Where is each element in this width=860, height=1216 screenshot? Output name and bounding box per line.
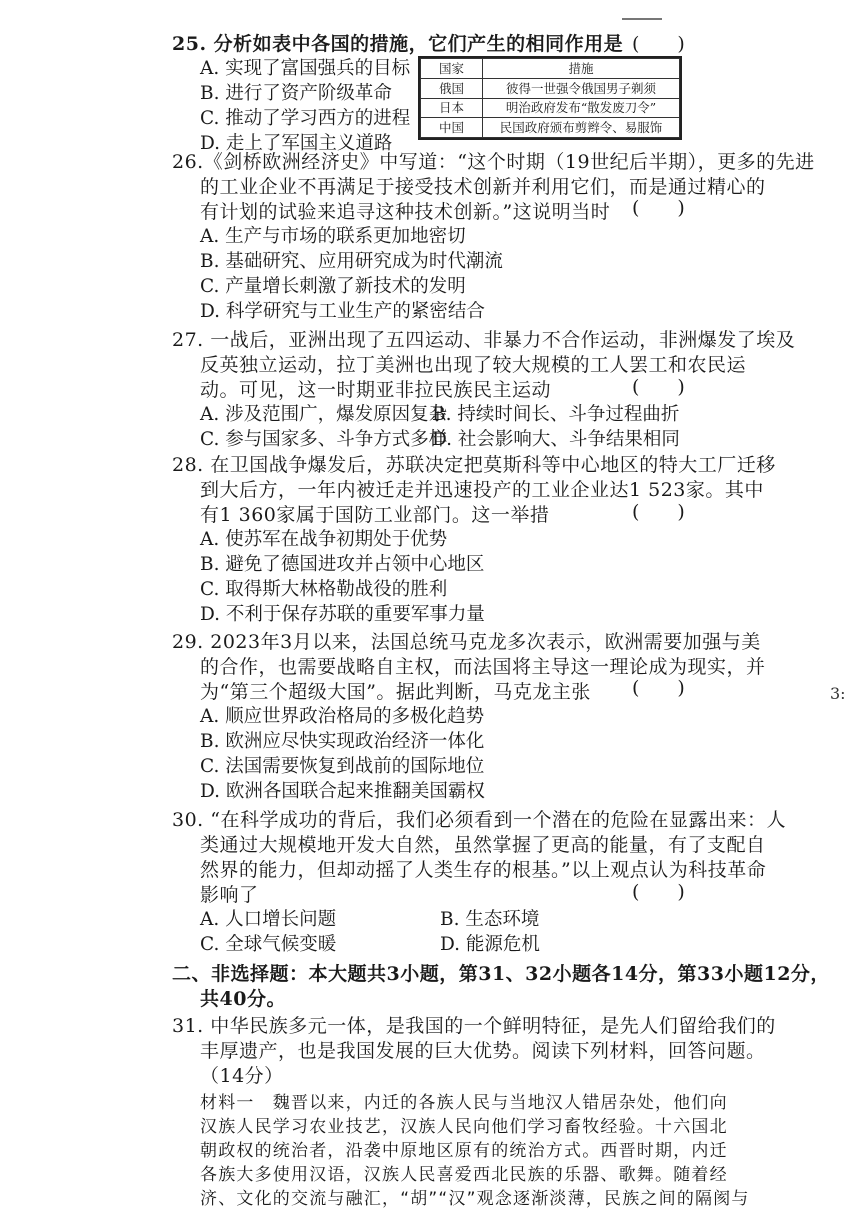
q31-material-line-3: 朝政权的统治者，沿袭中原地区原有的统治方式。西晋时期，内迁 (200, 1141, 728, 1161)
q31-material-line-5: 济、文化的交流与融汇，“胡”“汉”观念逐渐淡薄，民族之间的隔阂与 (200, 1189, 750, 1209)
section-2-heading-line-2: 共40分。 (200, 988, 286, 1010)
q26-stem-line-1: 26.《剑桥欧洲经济史》中写道：“这个时期（19世纪后半期），更多的先进 (172, 151, 815, 173)
q29-stem-line-2: 的合作，也需要战略自主权，而法国将主导这一理论成为现实，并 (200, 656, 766, 678)
q27-option-c: C. 参与国家多、斗争方式多样 (200, 429, 448, 450)
q27-stem-line-1: 27. 一战后，亚洲出现了五四运动、非暴力不合作运动，非洲爆发了埃及 (172, 329, 796, 351)
q29-option-c: C. 法国需要恢复到战前的国际地位 (200, 756, 485, 777)
q26-option-c: C. 产量增长刺激了新技术的发明 (200, 276, 466, 297)
q31-stem-line-1: 31. 中华民族多元一体，是我国的一个鲜明特征，是先人们留给我们的 (172, 1015, 776, 1037)
table-cell: 民国政府颁布剪辫令、易服饰 (483, 118, 680, 138)
table-header-country: 国家 (421, 59, 483, 79)
table-row (421, 118, 680, 138)
q29-stem-line-3: 为“第三个超级大国”。据此判断，马克龙主张 (200, 681, 591, 703)
q29-option-b: B. 欧洲应尽快实现政治经济一体化 (200, 731, 485, 752)
table-cell: 俄国 (421, 78, 483, 98)
table-cell: 明治政府发布“散发废刀令” (483, 98, 680, 118)
q30-option-c: C. 全球气候变暖 (200, 934, 337, 955)
q30-stem-line-1: 30. “在科学成功的背后，我们必须看到一个潜在的危险在显露出来：人 (172, 809, 786, 831)
q25-option-a: A. 实现了富国强兵的目标 (200, 58, 411, 79)
q26-option-a: A. 生产与市场的联系更加地密切 (200, 226, 466, 247)
q30-stem-line-3: 然界的能力，但却动摇了人类生存的根基。”以上观点认为科技革命 (200, 859, 767, 881)
q29-option-a: A. 顺应世界政治格局的多极化趋势 (200, 706, 485, 727)
q31-material-line-1: 材料一 魏晋以来，内迁的各族人民与当地汉人错居杂处，他们向 (200, 1093, 728, 1113)
q29-option-d: D. 欧洲各国联合起来推翻美国霸权 (200, 781, 485, 802)
q27-option-d: D. 社会影响大、斗争结果相同 (432, 429, 680, 450)
q28-stem-line-3: 有1 360家属于国防工业部门。这一举措 (200, 504, 550, 526)
q26-stem-line-3: 有计划的试验来追寻这种技术创新。”这说明当时 (200, 201, 611, 223)
q27-answer-paren: ( ) (632, 376, 685, 398)
q31-stem-line-3: （14分） (200, 1065, 284, 1087)
section-2-heading-line-1: 二、非选择题：本大题共3小题，第31、32小题各14分，第33小题12分， (172, 963, 830, 985)
q25-measures-table (418, 56, 682, 140)
q30-stem-line-2: 类通过大规模地开发大自然，虽然掌握了更高的能量，有了支配自 (200, 834, 766, 856)
page-edge-mark: 3: (830, 684, 846, 703)
q26-answer-paren: ( ) (632, 197, 685, 219)
table-header-row (421, 59, 680, 79)
q30-option-a: A. 人口增长问题 (200, 909, 337, 930)
q28-option-b: B. 避免了德国进攻并占领中心地区 (200, 554, 485, 575)
q30-stem-line-4: 影响了 (200, 884, 259, 906)
q29-stem-line-1: 29. 2023年3月以来，法国总统马克龙多次表示，欧洲需要加强与美 (172, 631, 761, 653)
q28-option-c: C. 取得斯大林格勒战役的胜利 (200, 579, 448, 600)
q28-stem-line-1: 28. 在卫国战争爆发后，苏联决定把莫斯科等中心地区的特大工厂迁移 (172, 454, 776, 476)
q27-stem-line-2: 反英独立运动，拉丁美洲也出现了较大规模的工人罢工和农民运 (200, 354, 747, 376)
table-row (421, 78, 680, 98)
q30-answer-paren: ( ) (632, 881, 685, 903)
q31-material-line-2: 汉族人民学习农业技艺，汉族人民向他们学习畜牧经验。十六国北 (200, 1117, 728, 1137)
table-row (421, 98, 680, 118)
q28-option-d: D. 不利于保存苏联的重要军事力量 (200, 604, 485, 625)
q28-option-a: A. 使苏军在战争初期处于优势 (200, 529, 448, 550)
table-cell: 日本 (421, 98, 483, 118)
scan-mark (622, 18, 662, 20)
q31-stem-line-2: 丰厚遗产，也是我国发展的巨大优势。阅读下列材料，回答问题。 (200, 1040, 766, 1062)
q26-option-b: B. 基础研究、应用研究成为时代潮流 (200, 251, 503, 272)
q25-stem: 25. 分析如表中各国的措施，它们产生的相同作用是 (172, 33, 624, 55)
q30-option-b: B. 生态环境 (440, 909, 540, 930)
q28-answer-paren: ( ) (632, 501, 685, 523)
q28-stem-line-2: 到大后方，一年内被迁走并迅速投产的工业企业达1 523家。其中 (200, 479, 764, 501)
q30-option-d: D. 能源危机 (440, 934, 540, 955)
q25-option-b: B. 进行了资产阶级革命 (200, 83, 392, 104)
q27-option-a: A. 涉及范围广，爆发原因复杂 (200, 404, 448, 425)
q29-answer-paren: ( ) (632, 677, 685, 699)
q25-answer-paren: ( ) (632, 33, 685, 55)
q27-stem-line-3: 动。可见，这一时期亚非拉民族民主运动 (200, 379, 552, 401)
q27-option-b: B. 持续时间长、斗争过程曲折 (432, 404, 680, 425)
table-header-measure: 措施 (483, 59, 680, 79)
table-cell: 彼得一世强令俄国男子剃须 (483, 78, 680, 98)
q26-stem-line-2: 的工业企业不再满足于接受技术创新并利用它们，而是通过精心的 (200, 176, 766, 198)
table-cell: 中国 (421, 118, 483, 138)
q31-material-line-4: 各族大多使用汉语，汉族人民喜爱西北民族的乐器、歌舞。随着经 (200, 1165, 728, 1185)
q25-option-d: D. 走上了军国主义道路 (200, 133, 393, 154)
q26-option-d: D. 科学研究与工业生产的紧密结合 (200, 301, 485, 322)
q25-option-c: C. 推动了学习西方的进程 (200, 108, 411, 129)
